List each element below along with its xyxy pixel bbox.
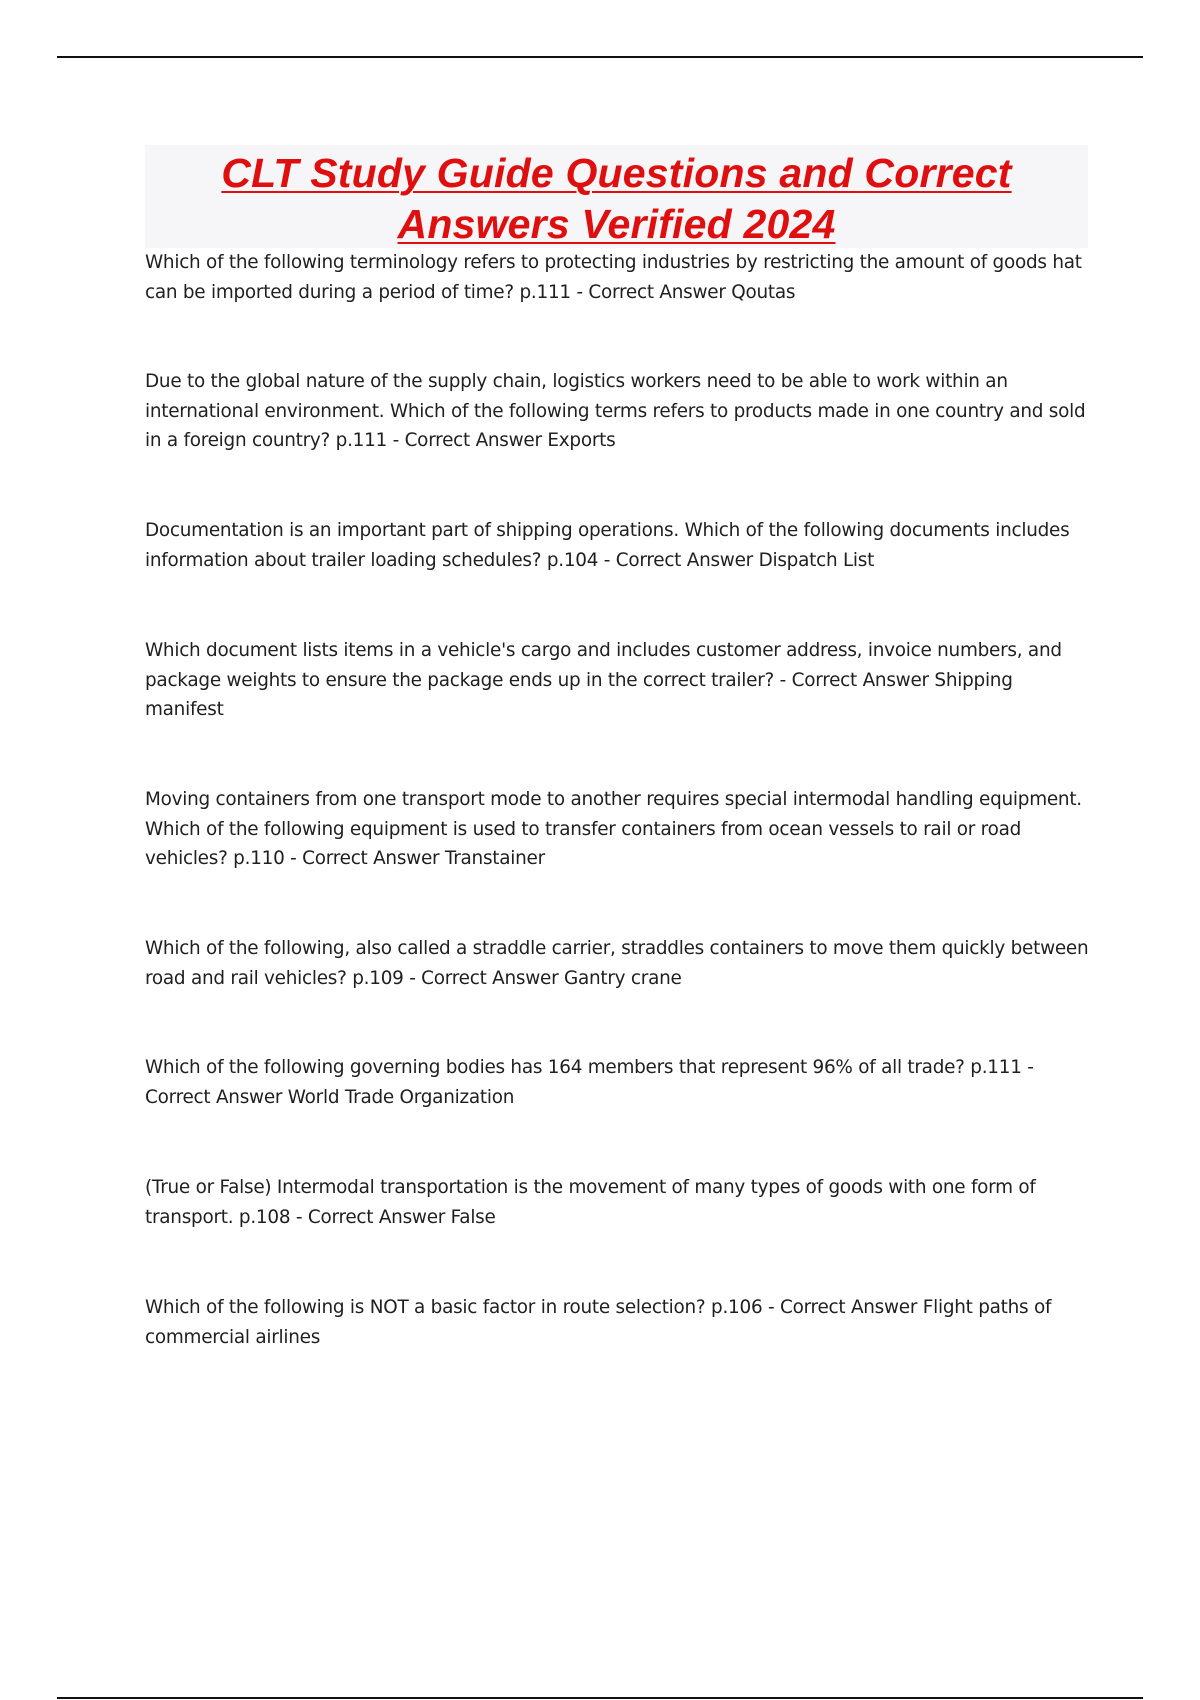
- qa-item-route-selection: Which of the following is NOT a basic factor in route selection? p.106 - Correct Answer Flight paths of commercial airlines: [145, 1297, 1052, 1348]
- qa-item-gantry-crane: Which of the following, also called a straddle carrier, straddles containers to move them quickly between road and rail vehicles? p.109 - Correct Answer Gantry crane: [145, 938, 1089, 989]
- qa-item-dispatch-list: Documentation is an important part of shipping operations. Which of the following documents includes information about trailer loading schedules? p.104 - Correct Answer Dispatch List: [145, 520, 1070, 571]
- qa-item-exports: Due to the global nature of the supply chain, logistics workers need to be able to work within an international environment. Which of the following terms refers to products made in one country and sold in a foreign country? p.111 - Correct Answer Exports: [145, 371, 1086, 451]
- qa-item-transtainer: Moving containers from one transport mode to another requires special intermodal handling equipment. Which of the following equipment is used to transfer containers from ocean vessels to rail or road vehicles? p.110 - Correct Answer Transtainer: [145, 789, 1082, 869]
- bottom-rule: [57, 1697, 1143, 1699]
- title-line-1: CLT Study Guide Questions and Correct: [221, 150, 1012, 196]
- title-line-2: Answers Verified 2024: [397, 201, 836, 247]
- qa-item-intermodal: (True or False) Intermodal transportation is the movement of many types of goods with one form of transport. p.108 - Correct Answer False: [145, 1177, 1036, 1228]
- document-title: [145, 145, 1088, 248]
- qa-item-wto: Which of the following governing bodies has 164 members that represent 96% of all trade? p.111 - Correct Answer World Trade Organization: [145, 1057, 1034, 1108]
- top-rule: [57, 56, 1143, 58]
- qa-item-shipping-manifest: Which document lists items in a vehicle's cargo and includes customer address, invoice numbers, and package weights to ensure the package ends up in the correct trailer? - Correct Answer Shipping manifest: [145, 640, 1062, 720]
- qa-item-quotas: Which of the following terminology refers to protecting industries by restricting the amount of goods hat can be imported during a period of time? p.111 - Correct Answer Qoutas: [145, 252, 1082, 303]
